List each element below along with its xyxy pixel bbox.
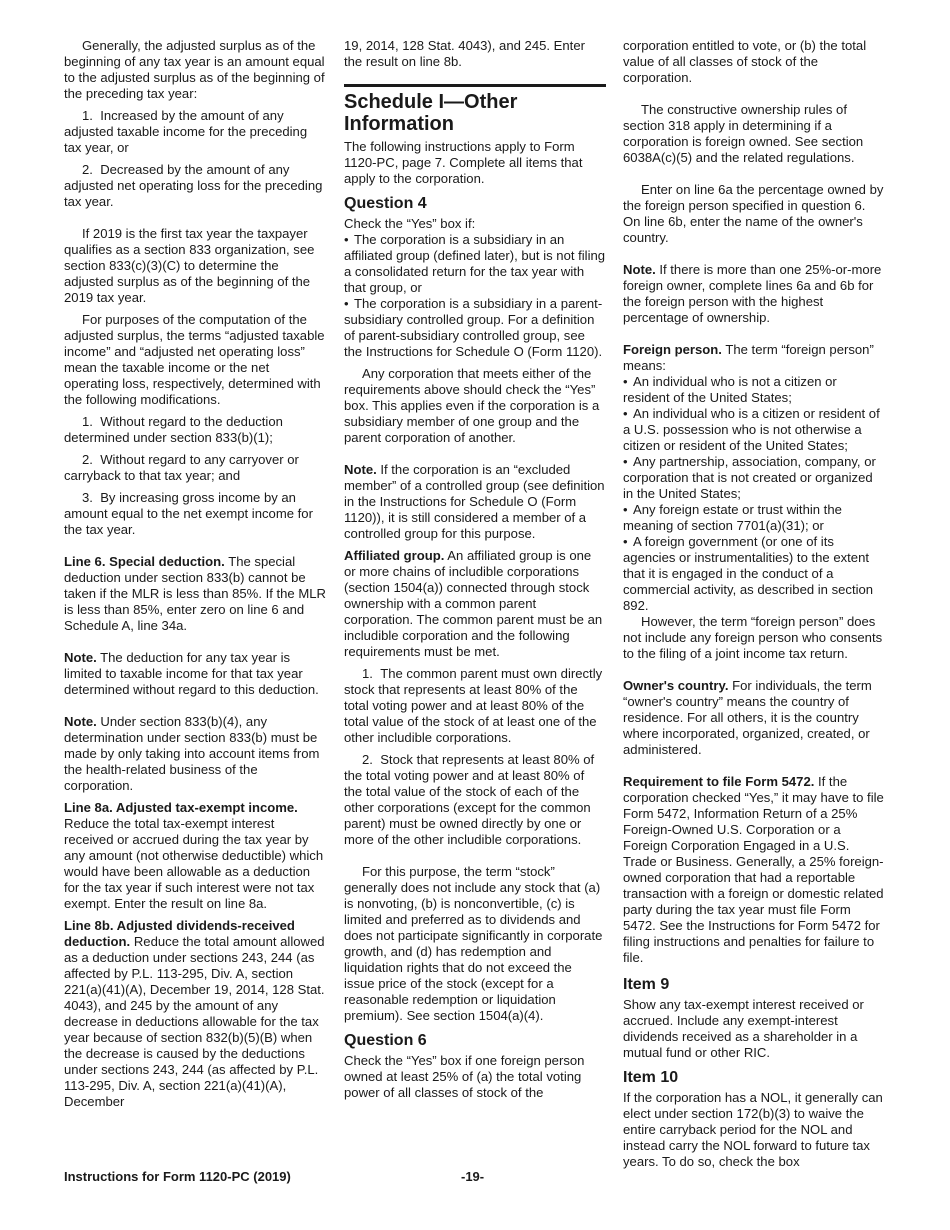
note-text: If the corporation is an “excluded member” of a controlled group (see definition in the Instructions for Schedule O (Form 1120)), it is still considered a member of a controlled group for this purpose. [344, 462, 605, 541]
note-paragraph [64, 714, 326, 794]
item-9-heading: Item 9 [623, 976, 670, 993]
bullet-item: • The corporation is a subsidiary in an affiliated group (defined later), but is not filing a consolidated return for the tax year with that group, or [344, 232, 606, 296]
note-text: The deduction for any tax year is limited to taxable income for that tax year determined without regard to this deduction. [64, 650, 319, 697]
line-6-heading: Line 6. Special deduction. [64, 554, 225, 569]
requirement-5472-text: If the corporation checked “Yes,” it may have to file Form 5472, Information Return of a 25% Foreign-Owned U.S. Corporation or a Foreign Corporation Engaged in a U.S. Trade or Business. Generally, a 25% foreign-owned corporation that had a reportable transaction with a foreign or domestic related party during the tax year must file Form 5472. See the Instructions for Form 5472 for filing instructions and penalties for failure to file. [623, 774, 884, 965]
paragraph-continued: corporation entitled to vote, or (b) the total value of all classes of stock of the corporation. [623, 38, 867, 85]
paragraph: Enter on line 6a the percentage owned by the foreign person specified in question 6. On line 6b, enter the name of the owner's country. [623, 182, 884, 245]
column-1 [64, 38, 326, 1110]
paragraph: Any corporation that meets either of the requirements above should check the “Yes” box. This applies even if the corporation is a subsidiary member of one group and the parent corporation of another. [344, 366, 600, 445]
line-8a-heading: Line 8a. Adjusted tax-exempt income. [64, 800, 298, 815]
bullet-item: • The corporation is a subsidiary in a parent-subsidiary controlled group. For a definition of parent-subsidiary controlled group, see the Instructions for Schedule O (Form 1120). [344, 296, 606, 360]
line-6-text: The special deduction under section 833(b) cannot be taken if the MLR is less than 85%. If the MLR is less than 85%, enter zero on line 6 and Schedule A, line 34a. [64, 554, 326, 633]
paragraph: The following instructions apply to Form 1120-PC, page 7. Complete all items that apply to the corporation. [344, 139, 583, 186]
note-text: If there is more than one 25%-or-more foreign owner, complete lines 6a and 6b for the foreign person with the highest percentage of ownership. [623, 262, 882, 325]
paragraph: The constructive ownership rules of section 318 apply in determining if a corporation is foreign owned. See section 6038A(c)(5) and the related regulations. [623, 102, 864, 165]
bullet-item: • An individual who is not a citizen or resident of the United States; [623, 374, 885, 406]
note-paragraph [623, 262, 885, 326]
schedule-i-title: Schedule I—Other Information [344, 91, 518, 135]
note-paragraph [64, 650, 326, 698]
line-6-paragraph [64, 554, 326, 634]
column-3 [623, 38, 885, 1170]
bullet-item: • Any partnership, association, company, or corporation that is not created or organized in the United States; [623, 454, 885, 502]
requirement-5472-heading: Requirement to file Form 5472. [623, 774, 815, 789]
footer-form-title: Instructions for Form 1120-PC (2019) [64, 1169, 291, 1184]
line-8b-text: Reduce the total amount allowed as a deduction under sections 243, 244 (as affected by P.L. 113-295, Div. A, section 221(a)(41)(A), December 19, 2014, 128 Stat. 4043), and 245 by the amount of any decrease in deductions allowable for the tax year because of section 832(b)(5)(B) when the decrease is caused by the deductions under sections 243, 244 (as affected by P.L. 113-295, Div. A, section 221(a)(41)(A), December [64, 934, 325, 1109]
note-text: Under section 833(b)(4), any determination under section 833(b) must be made by only taking into account items from the health-related business of the corporation. [64, 714, 320, 793]
bullet-item: • An individual who is a citizen or resident of a U.S. possession who is not otherwise a citizen or resident of the United States; [623, 406, 885, 454]
requirement-5472-paragraph [623, 774, 885, 966]
paragraph: Generally, the adjusted surplus as of the beginning of any tax year is an amount equal to the adjusted surplus as of the beginning of the preceding tax year: [64, 38, 325, 101]
note-label: Note. [344, 462, 377, 477]
affiliated-group-heading: Affiliated group. [344, 548, 445, 563]
paragraph: Show any tax-exempt interest received or accrued. Include any exempt-interest dividends received as a shareholder in a mutual fund or other RIC. [623, 997, 864, 1060]
paragraph-continued: 19, 2014, 128 Stat. 4043), and 245. Enter the result on line 8b. [344, 38, 585, 69]
foreign-person-paragraph [623, 342, 885, 374]
paragraph: However, the term “foreign person” does not include any foreign person who consents to the filing of a joint income tax return. [623, 614, 883, 661]
bullet-item: • Any foreign estate or trust within the meaning of section 7701(a)(31); or [623, 502, 885, 534]
owners-country-heading: Owner's country. [623, 678, 729, 693]
list-item: 2. Without regard to any carryover or carryback to that tax year; and [64, 452, 299, 483]
owners-country-text: For individuals, the term “owner's country” means the country of residence. For all others, it is the country where incorporated, organized, created, or administered. [623, 678, 872, 757]
question-6-heading: Question 6 [344, 1032, 427, 1049]
list-item: 3. By increasing gross income by an amount equal to the net exempt income for the tax year. [64, 490, 313, 537]
item-10-heading: Item 10 [623, 1069, 679, 1086]
paragraph: For purposes of the computation of the adjusted surplus, the terms “adjusted taxable income” and “adjusted net operating loss” mean the taxable income or the net operating loss, respectively, determined with the following modifications. [64, 312, 325, 407]
line-8b-paragraph [64, 918, 326, 1110]
note-paragraph [344, 462, 606, 542]
list-item: 2. Decreased by the amount of any adjusted net operating loss for the preceding tax year. [64, 162, 323, 209]
note-label: Note. [64, 714, 97, 729]
question-4-heading: Question 4 [344, 195, 427, 212]
page-number: -19- [461, 1169, 485, 1184]
paragraph: If the corporation has a NOL, it generally can elect under section 172(b)(3) to waive the entire carryback period for the NOL and instead carry the NOL forward to future tax years. To do so, check the box [623, 1090, 883, 1169]
bullet-item: • A foreign government (or one of its agencies or instrumentalities) to the extent that it is engaged in the conduct of a commercial activity, as described in section 892. [623, 534, 885, 614]
section-rule [344, 84, 606, 135]
paragraph: Check the “Yes” box if: [344, 216, 476, 231]
affiliated-group-paragraph [344, 548, 606, 660]
foreign-person-heading: Foreign person. [623, 342, 722, 357]
list-item: 1. The common parent must own directly stock that represents at least 80% of the total voting power and at least 80% of the total value of the stock of at least one of the other includible corporations. [344, 666, 603, 745]
line-8a-text: Reduce the total tax-exempt interest received or accrued during the tax year by any amount (not otherwise deductible) which would have been allowable as a deduction for the tax year if such interest were not tax exempt. Enter the result on line 8a. [64, 816, 324, 911]
list-item: 1. Increased by the amount of any adjusted taxable income for the preceding tax year, or [64, 108, 308, 155]
foreign-person-text: The term “foreign person” means: [623, 342, 874, 373]
note-label: Note. [623, 262, 656, 277]
paragraph: Check the “Yes” box if one foreign person owned at least 25% of (a) the total voting power of all classes of stock of the [344, 1053, 585, 1100]
paragraph: If 2019 is the first tax year the taxpayer qualifies as a section 833 organization, see section 833(c)(3)(C) to determine the adjusted surplus as of the beginning of the 2019 tax year. [64, 226, 315, 305]
list-item: 1. Without regard to the deduction determined under section 833(b)(1); [64, 414, 283, 445]
paragraph: For this purpose, the term “stock” generally does not include any stock that (a) is nonvoting, (b) is nonconvertible, (c) is limited and preferred as to dividends and does not participate significantly in corporate growth, and (d) has redemption and liquidation rights that do not exceed the issue price of the stock (except for a reasonable redemption or liquidation premium). See section 1504(a)(4). [344, 864, 603, 1023]
list-item: 2. Stock that represents at least 80% of the total voting power and at least 80% of the total value of the stock of each of the other corporations (except for the common parent) must be owned directly by one or more of the other includible corporations. [344, 752, 595, 847]
column-2 [344, 38, 606, 1101]
affiliated-group-text: An affiliated group is one or more chains of includible corporations (section 1504(a)) connected through stock ownership with a common parent corporation. The common parent must be an includible corporation and the following requirements must be met. [344, 548, 603, 659]
line-8a-paragraph [64, 800, 326, 912]
line-8b-heading: Line 8b. Adjusted dividends-received deduction. [64, 918, 295, 949]
owners-country-paragraph [623, 678, 885, 758]
note-label: Note. [64, 650, 97, 665]
